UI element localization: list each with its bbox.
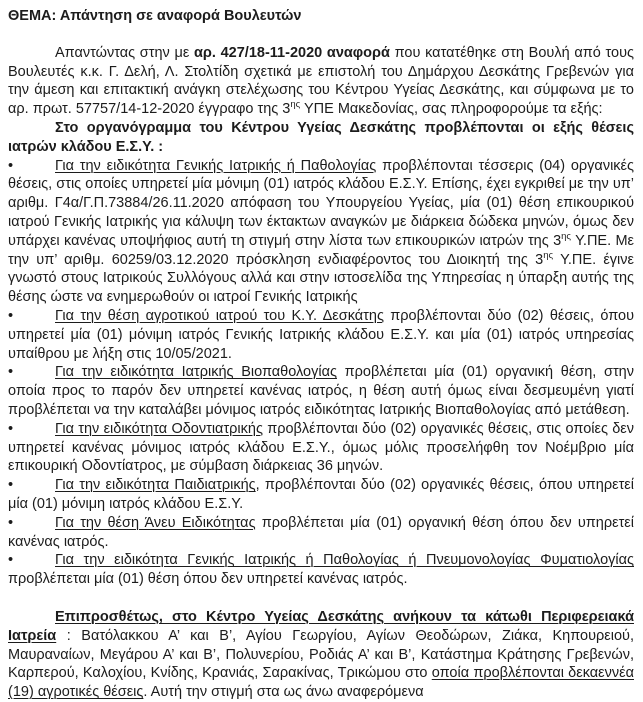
- text-run: Για την ειδικότητα Παιδιατρικής: [55, 477, 256, 494]
- text-run: Υ.ΠΕ. έγινε γνωστό στους Ιατρικούς Συλλόγους αλλά και στην ιστοσελίδα της Υπηρεσίας η ύπαρξη αυτής της θέσης ώστε να ενημερωθούν οι ιατροί Γενικής Ιατρικής: [8, 251, 634, 306]
- bullet-text: [8, 477, 634, 512]
- bullet-marker: •: [8, 364, 14, 381]
- organogram-statement: [8, 119, 634, 157]
- bullet-marker: •: [8, 477, 14, 494]
- bullet-marker: •: [8, 157, 14, 174]
- text-run: Υ.ΠΕ. Με την υπ’ αριθμ. 60259/03.12.2020 πρόσκληση ενδιαφέροντος του Διοικητή της 3: [8, 232, 634, 268]
- bullet-item-pediatrics: [8, 476, 634, 514]
- text-run: ΘΕΜΑ: Απάντηση σε αναφορά Βουλευτών: [8, 8, 302, 24]
- text-run: ης: [543, 249, 554, 261]
- text-run: ης: [290, 99, 301, 111]
- text-run: Για την ειδικότητα Γενικής Ιατρικής ή Παθολογίας: [55, 157, 377, 174]
- text-run: Επιπροσθέτως, στο Κέντρο Υγείας Δεσκάτης ανήκουν τα κάτωθι Περιφερειακά Ιατρεία: [8, 608, 634, 644]
- bullet-text: [8, 515, 634, 550]
- text-run: προβλέπονται δύο (02) θέσεις, όπου υπηρετεί μία (01) μόνιμη ιατρός Γενικής Ιατρικής κλάδου Ε.Σ.Υ. και μία (01) ιατρός υπηρεσίας υπαίθρου με λήξη στις 10/05/2021.: [8, 307, 635, 362]
- bullet-text: [8, 364, 634, 418]
- bullet-item-no-specialty: [8, 514, 634, 552]
- text-run: οποία προβλέπονται δεκαεννέα (19) αγροτικές θέσεις: [8, 665, 634, 701]
- text-run: Για την ειδικότητα Ιατρικής Βιοπαθολογίας: [55, 364, 337, 381]
- bullet-marker: •: [8, 307, 14, 324]
- text-run: ΥΠΕ Μακεδονίας, σας πληροφορούμε τα εξής:: [300, 101, 603, 118]
- bullet-text: [8, 552, 634, 587]
- text-run: αρ. 427/18-11-2020 αναφορά: [194, 44, 390, 61]
- closing-paragraph: [8, 608, 634, 702]
- bullet-item-dentistry: [8, 420, 634, 476]
- intro-paragraph: [8, 44, 634, 119]
- bullet-text: [8, 158, 634, 306]
- text-run: : Βατόλακκου Α’ και Β’, Αγίου Γεωργίου, Αγίων Θεοδώρων, Ζιάκα, Κηπουρειού, Μαυραναίων, Μεγάρου Α’ και Β’, Πολυνερίου, Ροδιάς Α’ και Β’, Κατάστημα Κράτησης Γρεβενών, Καρπερού, Καλοχίου, Κνίδης, Κρανιάς, Σαρακίνας, Τρικώμου στο: [8, 627, 634, 682]
- text-run: Στο οργανόγραμμα του Κέντρου Υγείας Δεσκάτης προβλέπονται οι εξής θέσεις ιατρών κλάδου Ε.Σ.Υ. :: [8, 119, 634, 155]
- bullet-item-general-medicine-pathology: [8, 157, 634, 307]
- text-run: Για την θέση Άνευ Ειδικότητας: [55, 514, 256, 531]
- text-run: προβλέπεται μία (01) οργανική θέση όπου δεν υπηρετεί κανένας ιατρός.: [8, 514, 634, 550]
- bullet-text: [8, 421, 634, 475]
- bullet-item-biopathology: [8, 363, 634, 419]
- text-run: Για την ειδικότητα Γενικής Ιατρικής ή Παθολογίας ή Πνευμονολογίας Φυματιολογίας: [55, 552, 634, 569]
- bullet-item-gm-pathology-pulmonology: [8, 551, 634, 589]
- text-run: Για την ειδικότητα Οδοντιατρικής: [55, 420, 263, 437]
- text-run: προβλέπεται μία (01) οργανική θέση, στην οποία προς το παρόν δεν υπηρετεί κανένας ιατρός, η θέση αυτή όμως είναι δεσμευμένη γιατί προβλέπεται να την καταλάβει μόνιμος ιατρός ειδικότητας Ιατρικής Βιοπαθολογίας από μετάθεση.: [8, 364, 634, 418]
- bullet-text: [8, 308, 634, 362]
- text-run: . Αυτή την στιγμή στα ως άνω αναφερόμενα: [143, 684, 424, 701]
- document-page: [8, 7, 634, 702]
- bullet-marker: •: [8, 514, 14, 531]
- subject-heading: [8, 7, 634, 26]
- text-run: προβλέπονται τέσσερις (04) οργανικές θέσεις, στις οποίες υπηρετεί μία μόνιμη (01) ιατρός κλάδου Ε.Σ.Υ. Επίσης, έχει εγκριθεί με την υπ’ αριθμ. Γ4α/Γ.Π.73884/26.11.2020 απόφαση του Υπουργείου Υγείας, μία (01) θέση επικουρικού ιατρού Γενικής Ιατρικής για κάλυψη των έκτακτων αναγκών με διάρκεια δώδεκα μηνών, όμως δεν υπάρχει κανένας υποψήφιος αυτή τη στιγμή στην λίστα των επικουρικών ιατρών της 3: [8, 157, 634, 249]
- text-run: προβλέπεται μία (01) θέση όπου δεν υπηρετεί κανένας ιατρός.: [8, 571, 408, 588]
- text-run: που κατατέθηκε στη Βουλή από τους Βουλευτές κ.κ. Γ. Δελή, Λ. Στολτίδη σχετικά με επιστολή του Δημάρχου Δεσκάτης Γρεβενών για την άμεση και επιτακτική ανάγκη στελέχωσης του Κέντρου Υγείας Δεσκάτης, και σύμφωνα με το αρ. πρωτ. 57757/14-12-2020 έγγραφο της 3: [8, 44, 634, 118]
- text-run: Για την θέση αγροτικού ιατρού του Κ.Υ. Δεσκάτης: [55, 307, 384, 324]
- text-run: Απαντώντας στην με: [55, 44, 194, 61]
- text-run: προβλέπονται δύο (02) οργανικές θέσεις, στις οποίες δεν υπηρετεί κανένας μόνιμος ιατρός κλάδου Ε.Σ.Υ., όμως μόλις προσελήφθη τον Νοέμβριο μία επικουρική Οδοντίατρος, με σύμβαση διάρκειας 36 μηνών.: [8, 420, 634, 475]
- bullet-marker: •: [8, 552, 14, 569]
- bullet-marker: •: [8, 420, 14, 437]
- text-run: ης: [561, 230, 572, 242]
- bullet-item-rural-doctor: [8, 307, 634, 363]
- text-run: , προβλέπονται δύο (02) οργανικές θέσεις, όπου υπηρετεί μία (01) μόνιμη ιατρός κλάδου Ε.Σ.Υ.: [8, 477, 634, 512]
